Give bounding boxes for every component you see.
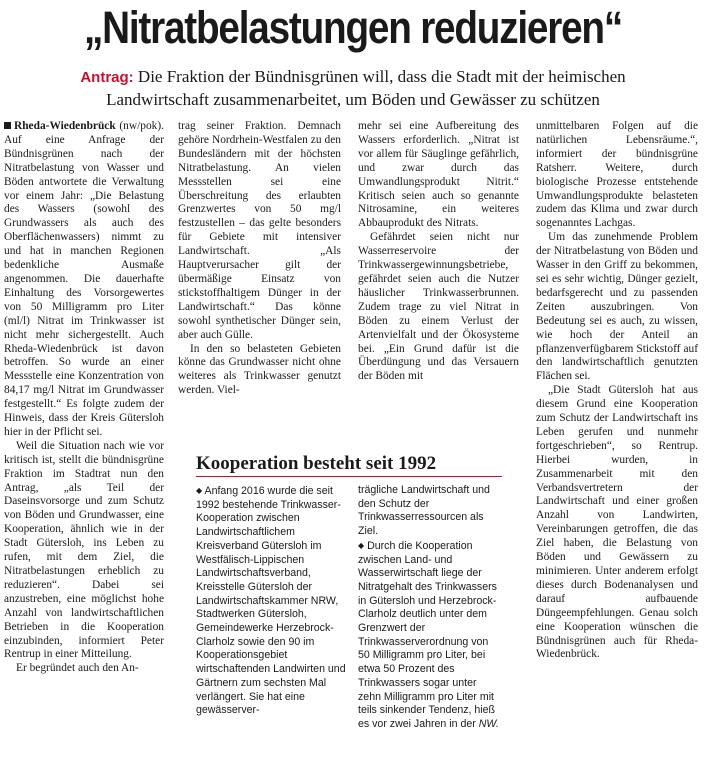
paragraph-5-start: Gefährdet seien nicht nur Wasserreservoire der Trinkwassergewinnungsbetriebe, gefährdet seien auch die Nutzer häuslicher Trinkwasserbrunnen. Zudem trage zu viel Nitrat in Böden zu einem Verlust der Artenvielfalt und der Ökosysteme bei. „Ein Grund dafür ist die Überdüngung und das Versauern der Böden mit (358, 231, 519, 383)
article-column-1 (4, 120, 164, 676)
paragraph-6: Um das zunehmende Problem der Nitratbelastung von Böden und Wasser in den Griff zu bekommen, sei es sehr wichtig, Dünger gezielt, bedarfsgerecht und zu passenden Zeiten auszubringen. Von Bedeutung sei es auch, zu wissen, wie hoch der Anteil an pflanzenverfügbarem Stickstoff auf den landwirtschaftlich genutzten Flächen sei. (536, 231, 698, 383)
info-box-column-1 (196, 484, 346, 718)
paragraph-3-start: Er begründet auch den An- (16, 662, 139, 675)
article-column-3 (358, 120, 519, 384)
headline: „Nitratbelastungen reduzieren“ (83, 2, 623, 53)
dateline: Rheda-Wiedenbrück (14, 120, 116, 132)
info-box-text-1-cont: trägliche Landwirtschaft und den Schutz der Trinkwasserressourcen als Ziel. (358, 484, 490, 538)
info-box-rule (196, 476, 502, 477)
article-column-2 (178, 120, 341, 398)
diamond-bullet-icon: ◆ (196, 486, 203, 495)
paragraph-5-cont: unmittelbaren Folgen auf die natürlichen Lebensräume.“, informiert der bündnisgrüne Ratsherr. Weitere, durch biologische Prozesse entstehende Umwandlungsprodukte belasteten zudem das Klima und zwar durch sogenanntes Lachgas. (536, 120, 698, 230)
subheadline-text-1: Die Fraktion der Bündnisgrünen will, dass die Stadt mit der heimischen (137, 67, 626, 86)
paragraph-7: „Die Stadt Gütersloh hat aus diesem Grund eine Kooperation zum Schutz der Landwirtschaft ins Leben gerufen und nunmehr fortgeschrieben“, so Rentrup. Hierbei wurden, in Zusammenarbeit mit den Verbandsvertretern der Landwirtschaft und einer großen Anzahl von Landwirten, Vereinbarungen getroffen, die das Ziel haben, die Belastung von Böden und Gewässern zu minimieren. Unter anderem erfolgt dieses durch Bodenanalysen und darauf aufbauende Düngeempfehlungen. Genau solch eine Kooperation wünschen die Bündnisgrünen auch für Rheda-Wiedenbrück. (536, 384, 698, 661)
paragraph-3-cont: trag seiner Fraktion. Demnach gehöre Nordrhein-Westfalen zu den Bundesländern mit der höchsten Nitratbelastung. An vielen Messstellen sei eine Überschreitung des erlaubten Grenzwertes von 50 mg/l festzustellen – das gelte besonders für Gebiete mit intensiver Landwirtschaft. „Als Hauptverursacher gilt der übermäßige Einsatz von stickstoffhaltigem Dünger in der Landwirtschaft.“ Das könne sowohl synthetischer Dünger sein, aber auch Gülle. (178, 120, 341, 341)
paragraph-2: Weil die Situation nach wie vor kritisch ist, stellt die bündnisgrüne Fraktion im Stadtrat nun den Antrag, „als Teil der Daseinsvorsorge und zum Schutz von Böden und Grundwasser, eine Kooperation, ähnlich wie in der Stadt Gütersloh, ins Leben zu rufen, mit dem Ziel, die Nitratbelastungen erheblich zu reduzieren“. Dabei sei anzustreben, eine möglichst hohe Anzahl von landwirtschaftlichen Betrieben in die Kooperation einzubinden, informiert Peter Rentrup in einer Mitteilung. (4, 439, 164, 661)
dateline-square-icon (4, 122, 11, 129)
paragraph-1-text: (nw/pok). Auf eine Anfrage der Bündnisgrünen nach der Nitratbelastung von Wasser und Böden antwortete die Verwaltung vor einem Jahr: „Die Belastung des Wassers (sowohl des Grundwassers als auch des Oberflächenwassers) nimmt zu und hat in manchen Regionen bedenkliche Ausmaße angenommen. Die dauerhafte Einhaltung des Vorsorgewertes von 50 Milligramm pro Liter (ml/l) Nitrat im Trinkwasser ist nicht mehr sichergestellt. Auch Rheda-Wiedenbrück ist davon betroffen. So wurde an einer Messstelle eine Konzentration von 84,17 mg/l Nitrat im Grundwasser festgestellt.“ Es folgte zudem der Hinweis, dass der Kreis Gütersloh hier in der Pflicht sei. (4, 120, 164, 438)
article-body-flow (4, 120, 164, 676)
paragraph-4-cont: mehr sei eine Aufbereitung des Wassers erforderlich. „Nitrat ist vor allem für Säuglinge gefährlich, und zwar durch das Umwandlungsprodukt Nitrit.“ Kritisch seien auch so genannte Nitrosamine, ein weiteres Abbauprodukt des Nitrats. (358, 120, 519, 230)
subheadline-line-1 (0, 66, 706, 88)
article-column-4 (536, 120, 698, 662)
source-nw: NW. (478, 717, 499, 730)
info-box-text-2-body: Durch die Kooperation zwischen Land- und Wasserwirtschaft liege der Nitratgehalt des Trinkwassers in Gütersloh und Herzebrock-Clarholz deutlich unter dem Grenzwert der Trinkwasserverordnung von 50 Milligramm pro Liter, bei etwa 50 Prozent des Trinkwassers sogar unter zehn Milligramm pro Liter mit teils sinkender Tendenz, hieß es vor zwei Jahren in der (358, 539, 497, 730)
info-box (196, 452, 502, 752)
subheadline-line-2: Landwirtschaft zusammenarbeitet, um Böden und Gewässer zu schützen (106, 90, 600, 109)
paragraph-4-start: In den so belasteten Gebieten könne das Grundwasser nicht ohne weiteres als Trinkwasser genutzt werden. Viel- (178, 342, 341, 397)
subheadline-label: Antrag: (80, 69, 134, 86)
info-box-column-2 (358, 484, 502, 732)
info-box-text-2 (358, 539, 502, 732)
info-box-text-1-start: ◆ Anfang 2016 wurde die seit 1992 bestehende Trinkwasser-Kooperation zwischen Landwirtschaftlichem Kreisverband Gütersloh im Westfälisch-Lippischen Landwirtschaftsverband, Kreisstelle Gütersloh der Landwirtschaftskammer NRW, Stadtwerken Gütersloh, Gemeindewerke Herzebrock-Clarholz sowie den 90 im Kooperationsgebiet wirtschaftenden Landwirten und Gärtnern zum sechsten Mal verlängert. Sie hat eine gewässerver- (196, 485, 346, 717)
info-box-title: Kooperation besteht seit 1992 (196, 453, 437, 474)
paragraph-1 (4, 120, 164, 440)
diamond-bullet-icon-2: ◆ (358, 540, 365, 550)
